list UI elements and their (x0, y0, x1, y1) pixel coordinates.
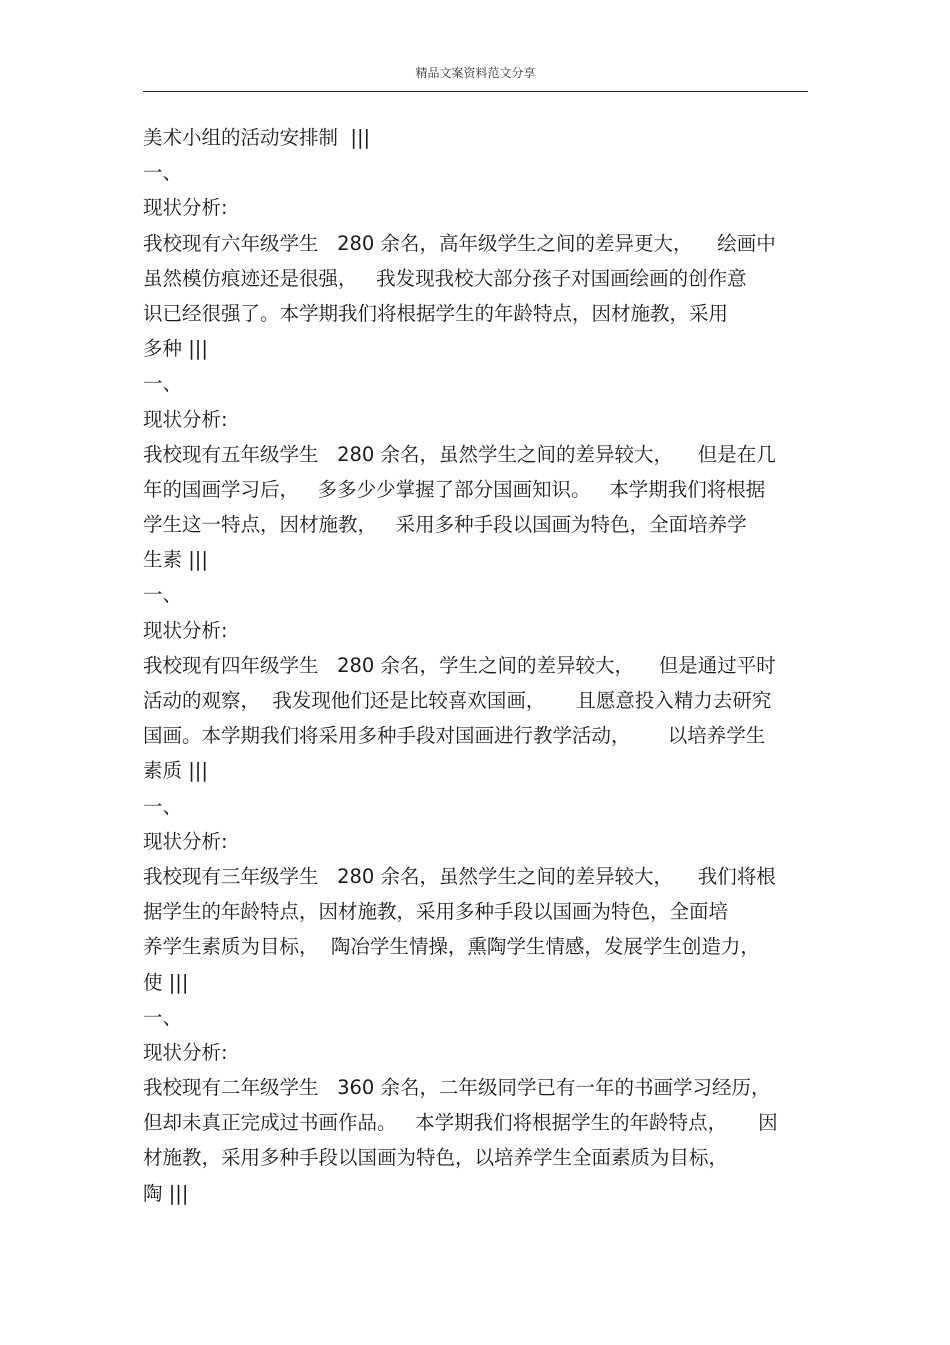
paragraph-line: 识已经很强了。本学期我们将根据学生的年龄特点，因材施教，采用 (143, 301, 729, 325)
paragraph-line: 但却未真正完成过书画作品。 本学期我们将根据学生的年龄特点， 因 (143, 1111, 778, 1135)
paragraph-line: 国画。本学期我们将采用多种手段对国画进行教学活动， 以培养学生 (143, 724, 766, 748)
paragraph-line: 多种 ||| (143, 337, 208, 361)
section-number: 一、 (143, 372, 183, 396)
section-heading: 现状分析: (143, 407, 228, 431)
section-number: 一、 (143, 161, 183, 185)
section-number: 一、 (143, 1005, 183, 1029)
paragraph-line: 使 ||| (143, 970, 189, 994)
paragraph-line: 我校现有三年级学生 280 余名，虽然学生之间的差异较大， 我们将根 (143, 864, 776, 888)
paragraph-line: 我校现有二年级学生 360 余名，二年级同学已有一年的书画学习经历， (143, 1076, 771, 1100)
paragraph-line: 学生这一特点，因材施教， 采用多种手段以国画为特色，全面培养学 (143, 513, 747, 537)
paragraph-line: 素质 ||| (143, 759, 208, 783)
paragraph-line: 材施教，采用多种手段以国画为特色，以培养学生全面素质为目标， (143, 1146, 729, 1170)
document-title: 美术小组的活动安排制 ||| (143, 126, 371, 149)
paragraph-line: 陶 ||| (143, 1181, 189, 1205)
paragraph-line: 据学生的年龄特点，因材施教，采用多种手段以国画为特色，全面培 (143, 900, 729, 924)
section-heading: 现状分析: (143, 196, 228, 220)
paragraph-line: 年的国画学习后， 多多少少掌握了部分国画知识。 本学期我们将根据 (143, 477, 766, 501)
section-heading: 现状分析: (143, 618, 228, 642)
paragraph-line: 虽然模仿痕迹还是很强， 我发现我校大部分孩子对国画绘画的创作意 (143, 266, 747, 290)
paragraph-line: 我校现有六年级学生 280 余名，高年级学生之间的差异更大， 绘画中 (143, 231, 776, 255)
section-heading: 现状分析: (143, 829, 228, 853)
document-body (143, 120, 808, 1211)
section-heading: 现状分析: (143, 1040, 228, 1064)
page-header (143, 64, 808, 81)
paragraph-line: 养学生素质为目标， 陶冶学生情操，熏陶学生情感，发展学生创造力， (143, 935, 760, 959)
section-number: 一、 (143, 583, 183, 607)
paragraph-line: 我校现有四年级学生 280 余名，学生之间的差异较大， 但是通过平时 (143, 653, 776, 677)
header-title: 精品文案资料范文分享 (415, 66, 536, 80)
header-divider (143, 91, 808, 92)
paragraph-line: 生素 ||| (143, 548, 208, 572)
section-number: 一、 (143, 794, 183, 818)
paragraph-line: 我校现有五年级学生 280 余名，虽然学生之间的差异较大， 但是在几 (143, 442, 776, 466)
paragraph-line: 活动的观察， 我发现他们还是比较喜欢国画， 且愿意投入精力去研究 (143, 689, 772, 712)
